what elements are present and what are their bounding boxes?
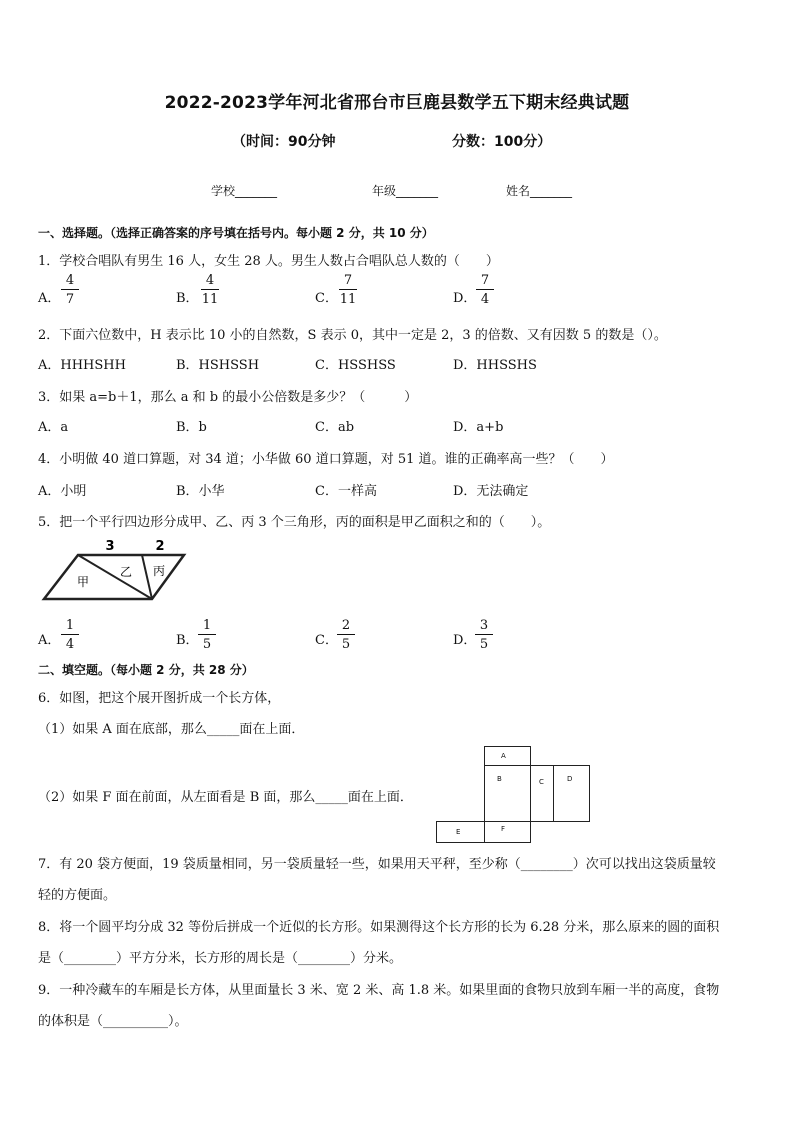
section-title-fill: 二、填空题。（每小题 2 分，共 28 分） [38, 663, 254, 677]
option-a-label: A． [38, 291, 61, 306]
option-a-fraction: 1 4 [59, 619, 81, 651]
top-label-2: 2 [155, 539, 165, 554]
page-title: 2022-2023学年河北省邢台市巨鹿县数学五下期末经典试题 [164, 93, 630, 113]
question-4-option-c: C．一样高 [315, 484, 377, 499]
question-2-stem: 2．下面六位数中，H 表示比 10 小的自然数，S 表示 0，其中一定是 2，3 的倍数、又有因数 5 的数是（）。 [38, 328, 667, 343]
question-5-stem: 5．把一个平行四边形分成甲、乙、丙 3 个三角形，丙的面积是甲乙面积之和的（ ）。 [38, 515, 551, 530]
option-a-label: A． [38, 633, 61, 648]
question-3-option-b: B．b [176, 420, 207, 435]
question-2-option-a: A．HHHSHH [38, 358, 126, 373]
school-field: 学校_______ [211, 184, 278, 198]
region-yi-label: 乙 [119, 565, 133, 579]
option-b-fraction: 1 5 [196, 619, 218, 651]
question-9-line-2: 的体积是（__________）。 [38, 1014, 188, 1029]
net-face-a: A [484, 746, 531, 766]
section-title-choice: 一、选择题。（选择正确答案的序号填在括号内。每小题 2 分，共 10 分） [38, 226, 434, 240]
diagonal-line [78, 555, 152, 599]
question-3-option-d: D．a+b [453, 420, 504, 435]
exam-score: 分数：100分） [452, 134, 552, 150]
name-field: 姓名_______ [506, 184, 573, 198]
option-b-fraction: 4 11 [201, 273, 219, 307]
question-4-stem: 4．小明做 40 道口算题，对 34 道；小华做 60 道口算题，对 51 道。谁的正确率高一些？（ ） [38, 452, 614, 467]
question-1-stem: 1．学校合唱队有男生 16 人，女生 28 人。男生人数占合唱队总人数的（ ） [38, 254, 499, 269]
net-face-f: F [484, 821, 531, 843]
question-2-option-d: D．HHSSHS [453, 358, 537, 373]
question-6-stem: 6．如图，把这个展开图折成一个长方体， [38, 691, 281, 706]
question-8-line-1: 8．将一个圆平均分成 32 等份后拼成一个近似的长方形。如果测得这个长方形的长为 6.28 分米，那么原来的圆的面积 [38, 920, 720, 935]
net-face-d: D [553, 765, 590, 822]
question-6-part-1: （1）如果 A 面在底部，那么_____面在上面． [38, 722, 305, 737]
exam-time: （时间：90分钟 [232, 134, 336, 150]
question-3-option-c: C．ab [315, 420, 355, 435]
option-a-fraction: 4 7 [59, 274, 81, 306]
option-c-label: C． [315, 633, 338, 648]
option-b-label: B． [176, 633, 199, 648]
question-4-option-d: D．无法确定 [453, 484, 529, 499]
inner-line [142, 555, 152, 599]
net-face-b: B [484, 765, 531, 822]
question-4-option-a: A．小明 [38, 484, 87, 499]
question-7-line-1: 7．有 20 袋方便面，19 袋质量相同，另一袋质量轻一些，如果用天平秤，至少称（________）次可以找出这袋质量较 [38, 857, 716, 872]
option-c-fraction: 2 5 [335, 619, 357, 651]
question-3-stem: 3．如果 a=b＋1，那么 a 和 b 的最小公倍数是多少？（ ） [38, 390, 418, 405]
question-4-option-b: B．小华 [176, 484, 225, 499]
grade-field: 年级_______ [372, 184, 439, 198]
option-d-label: D． [453, 633, 477, 648]
region-jia-label: 甲 [76, 575, 90, 589]
question-7-line-2: 轻的方便面。 [38, 888, 117, 903]
top-label-3: 3 [105, 539, 115, 554]
question-3-option-a: A．a [38, 420, 69, 435]
region-bing-label: 丙 [152, 564, 166, 578]
question-8-line-2: 是（________）平方分米，长方形的周长是（________）分米。 [38, 951, 403, 966]
option-c-fraction: 7 11 [339, 273, 357, 307]
question-2-option-b: B．HSHSSH [176, 358, 260, 373]
question-2-option-c: C．HSSHSS [315, 358, 396, 373]
option-b-label: B． [176, 291, 199, 306]
option-d-fraction: 7 4 [474, 274, 496, 306]
parallelogram-figure [40, 536, 190, 602]
net-face-c: C [530, 765, 554, 822]
option-d-fraction: 3 5 [473, 619, 495, 651]
question-9-line-1: 9．一种冷藏车的车厢是长方体，从里面量长 3 米、宽 2 米、高 1.8 米。如果里面的食物只放到车厢一半的高度，食物 [38, 983, 720, 998]
option-c-label: C． [315, 291, 338, 306]
option-d-label: D． [453, 291, 477, 306]
question-6-part-2: （2）如果 F 面在前面，从左面看是 B 面，那么_____面在上面． [38, 790, 413, 805]
net-face-e: E [436, 821, 485, 843]
